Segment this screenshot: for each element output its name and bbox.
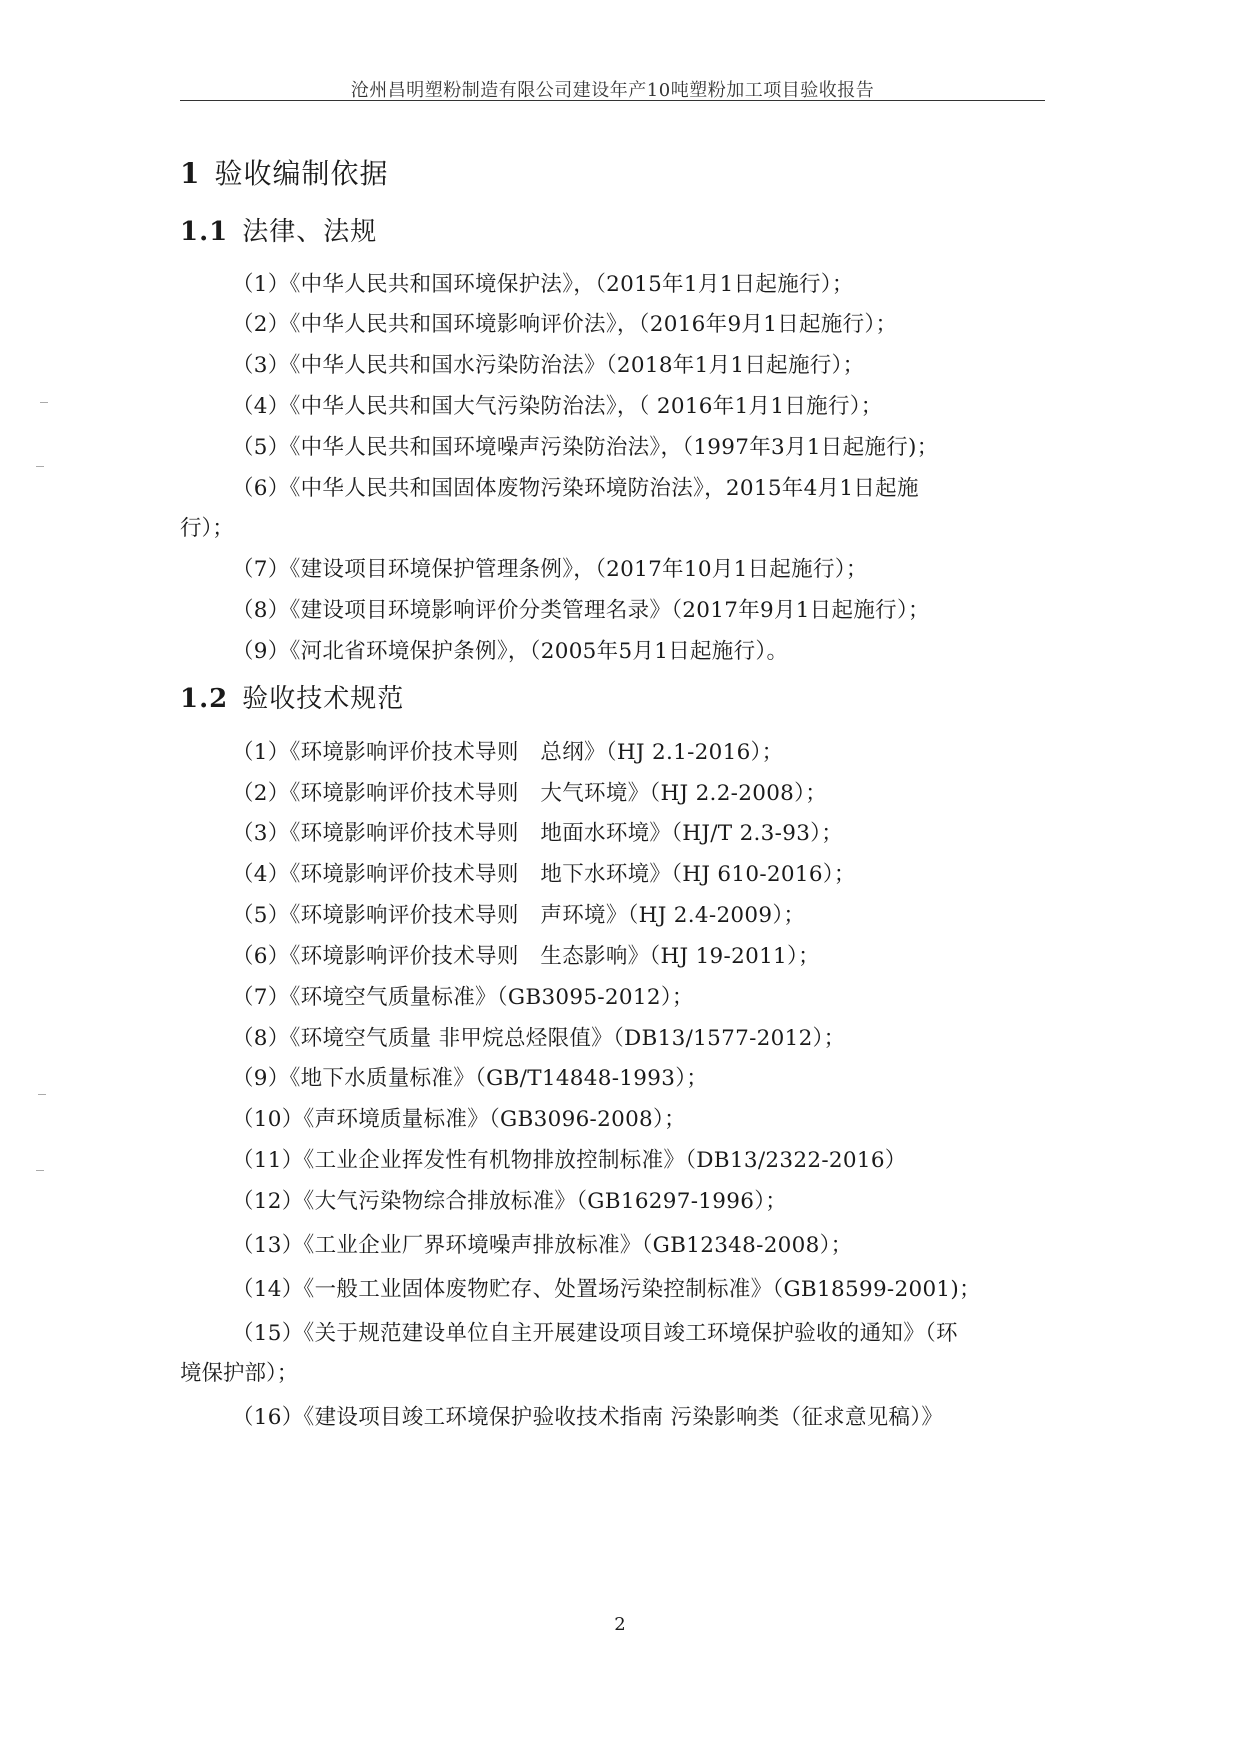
- list-item: （9）《河北省环境保护条例》，（2005年5月1日起施行）。: [232, 639, 789, 664]
- list-item: （5）《中华人民共和国环境噪声污染防治法》，（1997年3月1日起施行)；: [232, 435, 939, 460]
- list-item: （1）《中华人民共和国环境保护法》，（2015年1月1日起施行）；: [232, 272, 854, 297]
- list-item: （9）《地下水质量标准》（GB/T14848-1993）；: [232, 1066, 709, 1091]
- scan-speck: [36, 1170, 44, 1171]
- list-item-continuation: 行）；: [180, 516, 234, 541]
- list-item: （10）《声环境质量标准》（GB3096-2008）；: [232, 1107, 686, 1132]
- list-item: （5）《环境影响评价技术导则 声环境》（HJ 2.4-2009）；: [232, 903, 806, 928]
- scan-speck: [38, 1094, 46, 1095]
- section-heading-1-2: [180, 678, 404, 715]
- list-item: （6）《环境影响评价技术导则 生态影响》（HJ 19-2011）；: [232, 944, 820, 969]
- section-title: 验收编制依据: [214, 157, 389, 190]
- list-item: （4）《中华人民共和国大气污染防治法》，（ 2016年1月1日施行）；: [232, 394, 883, 419]
- section-number: 1.1: [180, 217, 229, 247]
- list-item: （4）《环境影响评价技术导则 地下水环境》（HJ 610-2016）；: [232, 862, 856, 887]
- list-item-continuation: 境保护部）；: [180, 1361, 299, 1386]
- list-item: （8）《建设项目环境影响评价分类管理名录》（2017年9月1日起施行）；: [232, 598, 930, 623]
- section-number: 1.2: [180, 684, 229, 714]
- list-item: （11）《工业企业挥发性有机物排放控制标准》（DB13/2322-2016）: [232, 1148, 907, 1173]
- list-item: （13）《工业企业厂界环境噪声排放标准》（GB12348-2008）；: [232, 1233, 853, 1258]
- list-item: （16）《建设项目竣工环境保护验收技术指南 污染影响类（征求意见稿）》: [232, 1405, 944, 1430]
- list-item: （12）《大气污染物综合排放标准》（GB16297-1996）；: [232, 1189, 788, 1214]
- list-item: （2）《中华人民共和国环境影响评价法》，（2016年9月1日起施行）；: [232, 312, 898, 337]
- list-item: （3）《中华人民共和国水污染防治法》（2018年1月1日起施行）；: [232, 353, 865, 378]
- scan-speck: [36, 466, 44, 467]
- page-number: 2: [614, 1614, 626, 1635]
- section-heading-1: [180, 152, 389, 192]
- header-rule: [180, 100, 1045, 101]
- list-item: （1）《环境影响评价技术导则 总纲》（HJ 2.1-2016）；: [232, 740, 784, 765]
- section-title: 法律、法规: [242, 217, 378, 247]
- list-item: （3）《环境影响评价技术导则 地面水环境》（HJ/T 2.3-93）；: [232, 821, 844, 846]
- section-heading-1-1: [180, 211, 377, 248]
- list-item: （8）《环境空气质量 非甲烷总烃限值》（DB13/1577-2012）；: [232, 1026, 846, 1051]
- list-item: （2）《环境影响评价技术导则 大气环境》（HJ 2.2-2008）；: [232, 781, 828, 806]
- list-item: （6）《中华人民共和国固体废物污染环境防治法》，2015年4月1日起施: [232, 476, 919, 501]
- section-number: 1: [180, 157, 201, 190]
- list-item: （7）《环境空气质量标准》（GB3095-2012）；: [232, 985, 694, 1010]
- list-item: （15）《关于规范建设单位自主开展建设项目竣工环境保护验收的通知》（环: [232, 1321, 958, 1346]
- section-title: 验收技术规范: [242, 684, 405, 714]
- list-item: （14）《一般工业固体废物贮存、处置场污染控制标准》（GB18599-2001)；: [232, 1277, 981, 1302]
- scan-speck: [40, 402, 48, 403]
- running-header: 沧州昌明塑粉制造有限公司建设年产10吨塑粉加工项目验收报告: [350, 80, 875, 101]
- list-item: （7）《建设项目环境保护管理条例》，（2017年10月1日起施行）；: [232, 557, 868, 582]
